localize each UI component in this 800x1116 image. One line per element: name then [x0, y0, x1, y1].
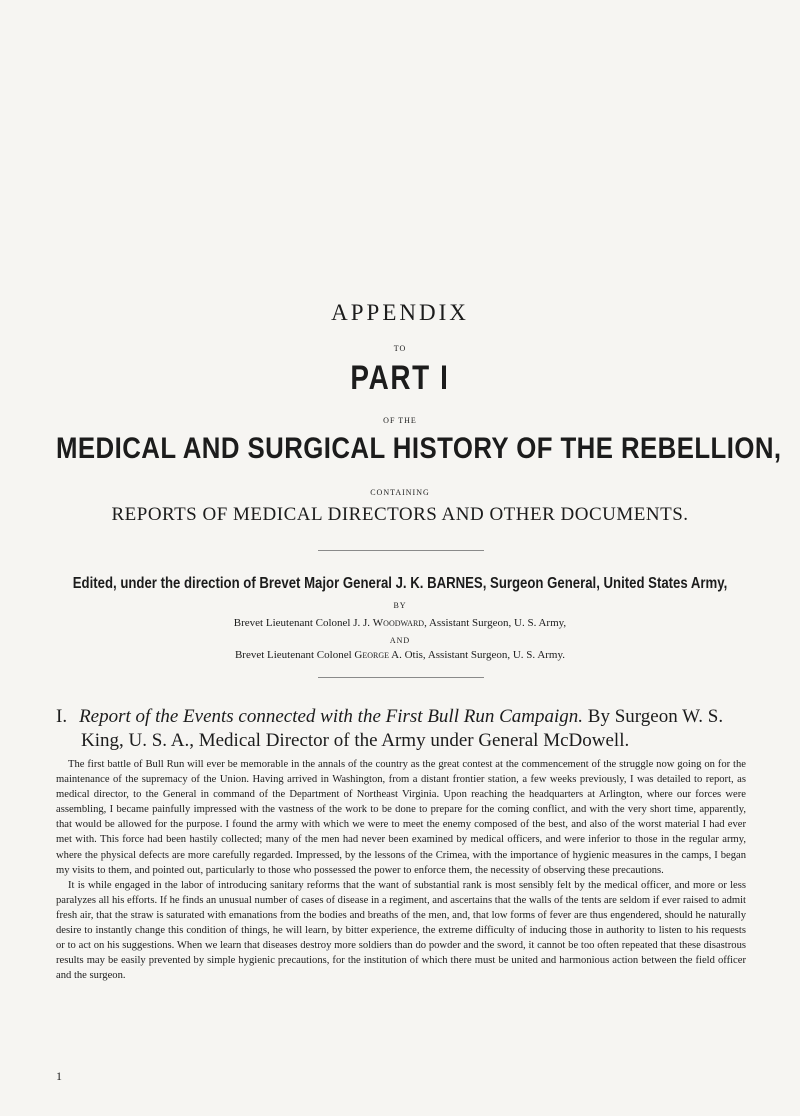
editor-woodward: Brevet Lieutenant Colonel J. J. Woodward, Assistant Surgeon, U. S. Army,: [233, 617, 567, 629]
paragraph: It is while engaged in the labor of introducing sanitary reforms that the want of substantial rank is most sensibly felt by the medical officer, and more or less paralyzes all his efforts. If he finds an unusual number of cases of disease in a regiment, and ascertains that the walls of the tents are seldom if ever raised to admit fresh air, that the straw is saturated with emanations from the bodies and breaths of the men, and, that low forms of fever are thus engendered, should he naturally desire to instantly change this condition of things, he will learn, by bitter experience, the extreme difficulty of inducing those in authority to listen to his requests or to act on his suggestions. When we learn that diseases destroy more soldiers than do powder and the sword, it cannot be too often repeated that these disastrous results may be easily prevented by simple hygienic precautions, for the institution of which there must be united and harmonious action between the field officer and the surgeon.: [56, 879, 746, 982]
divider-rule: [318, 550, 484, 551]
report-title: Report of the Events connected with the First Bull Run Campaign.: [79, 706, 584, 727]
part-heading: PART I: [350, 359, 450, 397]
report-body: [56, 757, 746, 983]
containing-label: CONTAINING: [370, 488, 430, 497]
page-number: 1: [56, 1069, 62, 1083]
appendix-heading: APPENDIX: [331, 300, 469, 325]
to-label: TO: [393, 344, 407, 353]
report-heading: [56, 705, 746, 753]
reports-subtitle: REPORTS OF MEDICAL DIRECTORS AND OTHER DOCUMENTS.: [111, 504, 689, 525]
report-author-lead: By Surgeon W. S.: [583, 706, 724, 727]
of-the-label: OF THE: [383, 416, 417, 425]
report-author-line: King, U. S. A., Medical Director of the Army under General McDowell.: [81, 730, 630, 751]
edited-by-line: Edited, under the direction of Brevet Major General J. K. BARNES, Surgeon General, United States Army,: [72, 575, 728, 592]
main-title: MEDICAL AND SURGICAL HISTORY OF THE REBELLION,: [56, 432, 782, 465]
editor-otis: Brevet Lieutenant Colonel George A. Otis, Assistant Surgeon, U. S. Army.: [234, 649, 566, 661]
and-label: AND: [389, 636, 411, 645]
report-number: I.: [56, 706, 68, 727]
divider-rule: [318, 677, 484, 678]
paragraph: The first battle of Bull Run will ever be memorable in the annals of the country as the great contest at the commencement of the struggle now going on for the maintenance of the supremacy of the Union. Having arrived in Washington, from a distant frontier station, a few weeks previously, I was detailed to report, as medical director, to the General in command of the Department of Northeast Virginia. Upon reaching the headquarters at Arlington, where our forces were assembling, I became painfully impressed with the vastness of the work to be done to prepare for the coming conflict, and with the very short time, apparently, that would be allowed for the purpose. I found the army with which we were to meet the enemy composed of the best, and also of the worst material I had ever met with. This force had been hastily collected; many of the men had never been examined by medical officers, and were inferior to those in the regular army, where the physical defects are more carefully regarded. Impressed, by the lessons of the Crimea, with the importance of hygienic measures in the camps, I began my visits to them, and pointed out, particularly to those who possessed the power to enforce them, the necessity of observing these precautions.: [56, 759, 746, 876]
by-label: BY: [393, 601, 407, 610]
